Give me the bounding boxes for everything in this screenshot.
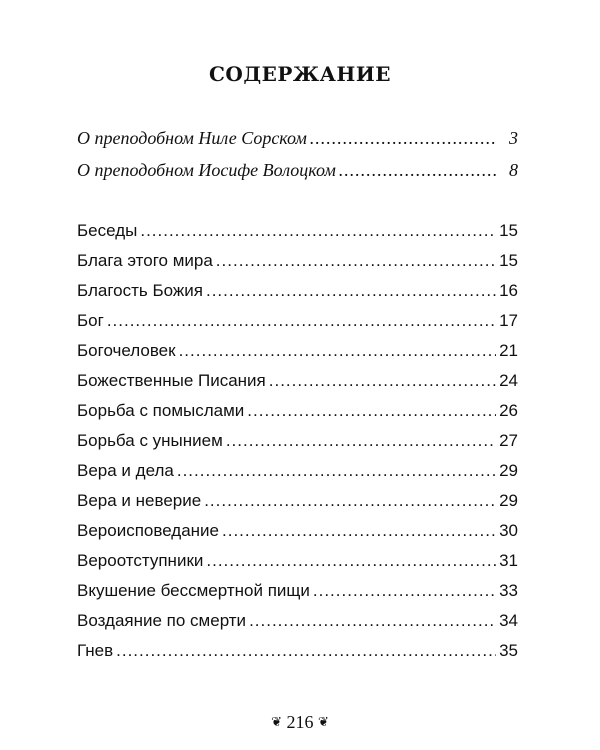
toc-entry-title: Беседы: [77, 221, 138, 240]
toc-entry-title: Вкушение бессмертной пищи: [77, 581, 310, 600]
toc-entry-title: Вероисповедание: [77, 521, 219, 540]
toc-line: [77, 521, 518, 545]
toc-intro-line: [77, 160, 518, 184]
toc-entry-title: Благость Божия: [77, 281, 203, 300]
toc-page-number: 15: [499, 221, 518, 240]
toc-intro-line: [77, 128, 518, 152]
toc-entry-title: Гнев: [77, 641, 114, 660]
toc-page-number: 16: [499, 281, 518, 300]
leader-dots: [339, 160, 497, 181]
toc-page-number: 29: [499, 491, 518, 510]
toc-line: [77, 341, 518, 365]
page-title: СОДЕРЖАНИЕ: [209, 62, 391, 86]
leader-dots: [222, 521, 496, 541]
toc-page-number: 33: [499, 581, 518, 600]
ornament-left-icon: ❦: [271, 714, 282, 729]
toc-line: [77, 251, 518, 275]
toc-entry-title: Бог: [77, 311, 104, 330]
leader-dots: [313, 581, 496, 601]
toc-entry-title: Борьба с унынием: [77, 431, 223, 450]
toc-entry-title: Богочеловек: [77, 341, 176, 360]
toc-line: [77, 311, 518, 335]
toc-line: [77, 551, 518, 575]
toc-line: [77, 491, 518, 515]
leader-dots: [247, 401, 496, 421]
toc-entry-title: Божественные Писания: [77, 371, 266, 390]
toc-entry-title: Борьба с помыслами: [77, 401, 245, 420]
leader-dots: [310, 128, 497, 149]
toc-entry-title: Вероотступники: [77, 551, 204, 570]
toc-page-number: 34: [499, 611, 518, 630]
leader-dots: [226, 431, 496, 451]
toc-entry-title: Вера и дела: [77, 461, 174, 480]
toc-entry-title: О преподобном Ниле Сорском: [77, 128, 307, 148]
toc-entry-title: Блага этого мира: [77, 251, 213, 270]
toc-line: [77, 641, 518, 665]
leader-dots: [249, 611, 496, 631]
leader-dots: [206, 551, 496, 571]
toc-page-number: 29: [499, 461, 518, 480]
leader-dots: [216, 251, 496, 271]
leader-dots: [204, 491, 496, 511]
toc-page-number: 15: [499, 251, 518, 270]
leader-dots: [206, 281, 496, 301]
toc-line: [77, 221, 518, 245]
toc-page-number: 3: [509, 128, 518, 148]
ornament-right-icon: ❦: [318, 714, 329, 729]
page-footer: [0, 712, 600, 733]
toc-page-number: 8: [509, 160, 518, 180]
toc-page-number: 27: [499, 431, 518, 450]
leader-dots: [269, 371, 496, 391]
leader-dots: [116, 641, 496, 661]
toc-entry-title: Вера и неверие: [77, 491, 202, 510]
toc-page-number: 30: [499, 521, 518, 540]
toc-entry-title: О преподобном Иосифе Волоцком: [77, 160, 336, 180]
toc-line: [77, 281, 518, 305]
toc-line: [77, 431, 518, 455]
toc-entry-title: Воздаяние по смерти: [77, 611, 247, 630]
toc-line: [77, 371, 518, 395]
toc-page-number: 17: [499, 311, 518, 330]
toc-page-number: 26: [499, 401, 518, 420]
toc-page-number: 24: [499, 371, 518, 390]
toc-line: [77, 581, 518, 605]
page-number: 216: [286, 712, 314, 732]
leader-dots: [140, 221, 496, 241]
toc-line: [77, 461, 518, 485]
toc-line: [77, 401, 518, 425]
toc-page-number: 21: [499, 341, 518, 360]
toc-page-number: 31: [499, 551, 518, 570]
toc-line: [77, 611, 518, 635]
leader-dots: [107, 311, 496, 331]
leader-dots: [179, 341, 497, 361]
leader-dots: [177, 461, 496, 481]
toc-page-number: 35: [499, 641, 518, 660]
